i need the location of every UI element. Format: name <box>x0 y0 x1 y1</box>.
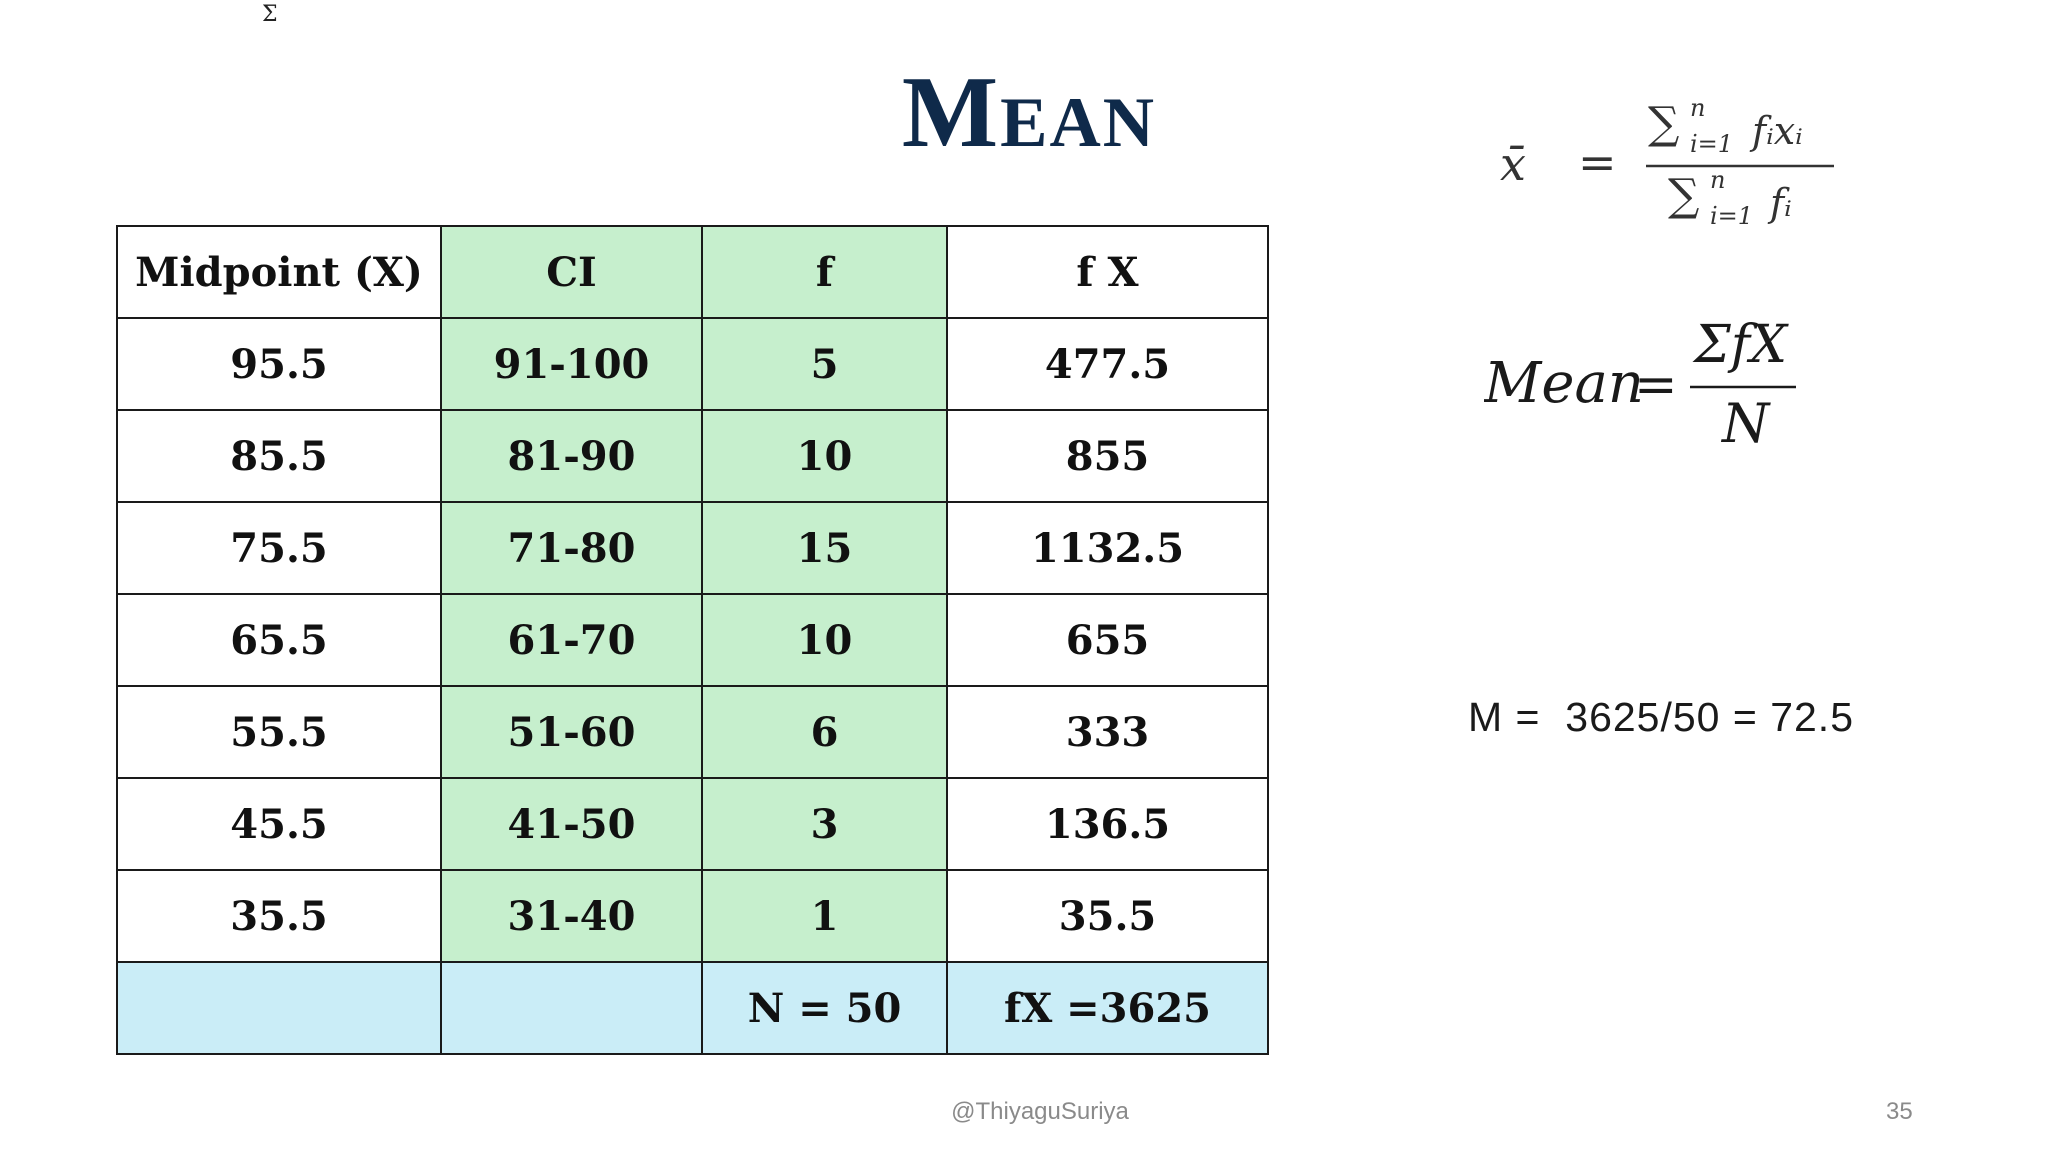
cell-midpoint: 45.5 <box>117 778 441 870</box>
formula-lhs-xbar: x̄ <box>1500 137 1526 191</box>
cell-f: 6 <box>702 686 947 778</box>
author-handle: @ThiyaguSuriya <box>951 1098 1129 1125</box>
cell-f: 5 <box>702 318 947 410</box>
cell-midpoint: 85.5 <box>117 410 441 502</box>
page-number: 35 <box>1886 1098 1913 1125</box>
total-f: N = 50 <box>702 962 947 1054</box>
cell-f: 15 <box>702 502 947 594</box>
mean-formula-numerator: ΣfX <box>1694 315 1788 375</box>
cell-midpoint: 55.5 <box>117 686 441 778</box>
header-f: f <box>702 226 947 318</box>
table-row <box>117 502 1268 594</box>
table-row <box>117 686 1268 778</box>
cell-fx: 1132.5 <box>947 502 1268 594</box>
cell-ci: 41-50 <box>441 778 702 870</box>
cell-midpoint: 75.5 <box>117 502 441 594</box>
mean-formula-equals: = <box>1634 355 1678 415</box>
cell-midpoint: 35.5 <box>117 870 441 962</box>
weighted-mean-formula <box>1500 90 1900 260</box>
table-row <box>117 594 1268 686</box>
cell-midpoint: 95.5 <box>117 318 441 410</box>
total-ci <box>441 962 702 1054</box>
cell-midpoint: 65.5 <box>117 594 441 686</box>
cell-fx: 333 <box>947 686 1268 778</box>
total-midpoint <box>117 962 441 1054</box>
mean-formula-lhs: Mean <box>1484 351 1644 416</box>
cell-f: 10 <box>702 594 947 686</box>
denominator-lower-limit: i=1 <box>1710 202 1754 230</box>
denominator-body: fᵢ <box>1770 181 1792 225</box>
cell-ci: 71-80 <box>441 502 702 594</box>
table-row <box>117 778 1268 870</box>
mean-formula-denominator: N <box>1722 392 1770 455</box>
cell-ci: 51-60 <box>441 686 702 778</box>
cell-f: 3 <box>702 778 947 870</box>
header-midpoint: Midpoint (X) <box>117 226 441 318</box>
cell-fx: 136.5 <box>947 778 1268 870</box>
cell-f: 10 <box>702 410 947 502</box>
table-row <box>117 870 1268 962</box>
table-row <box>117 410 1268 502</box>
formula-equals: = <box>1578 135 1617 189</box>
table-totals-row <box>117 962 1268 1054</box>
numerator-lower-limit: i=1 <box>1690 130 1734 158</box>
cell-fx: 655 <box>947 594 1268 686</box>
numerator-body: fᵢxᵢ <box>1752 109 1803 153</box>
header-ci: CI <box>441 226 702 318</box>
cell-f: 1 <box>702 870 947 962</box>
corner-sigma-symbol: Σ <box>262 2 278 27</box>
cell-ci: 31-40 <box>441 870 702 962</box>
denominator-upper-limit: n <box>1710 166 1726 194</box>
cell-ci: 81-90 <box>441 410 702 502</box>
mean-formula <box>1484 300 1844 480</box>
cell-ci: 91-100 <box>441 318 702 410</box>
table-row <box>117 318 1268 410</box>
cell-fx: 477.5 <box>947 318 1268 410</box>
cell-fx: 35.5 <box>947 870 1268 962</box>
denominator-sigma: ∑ <box>1668 170 1700 221</box>
total-fx: fX =3625 <box>947 962 1268 1054</box>
numerator-upper-limit: n <box>1690 94 1706 122</box>
slide-title: Mean <box>901 56 1157 169</box>
cell-fx: 855 <box>947 410 1268 502</box>
table-header-row <box>117 226 1268 318</box>
frequency-table <box>116 225 1269 1055</box>
mean-calculation: M = 3625/50 = 72.5 <box>1468 694 1854 740</box>
cell-ci: 61-70 <box>441 594 702 686</box>
header-fx: f X <box>947 226 1268 318</box>
numerator-sigma: ∑ <box>1648 98 1680 149</box>
